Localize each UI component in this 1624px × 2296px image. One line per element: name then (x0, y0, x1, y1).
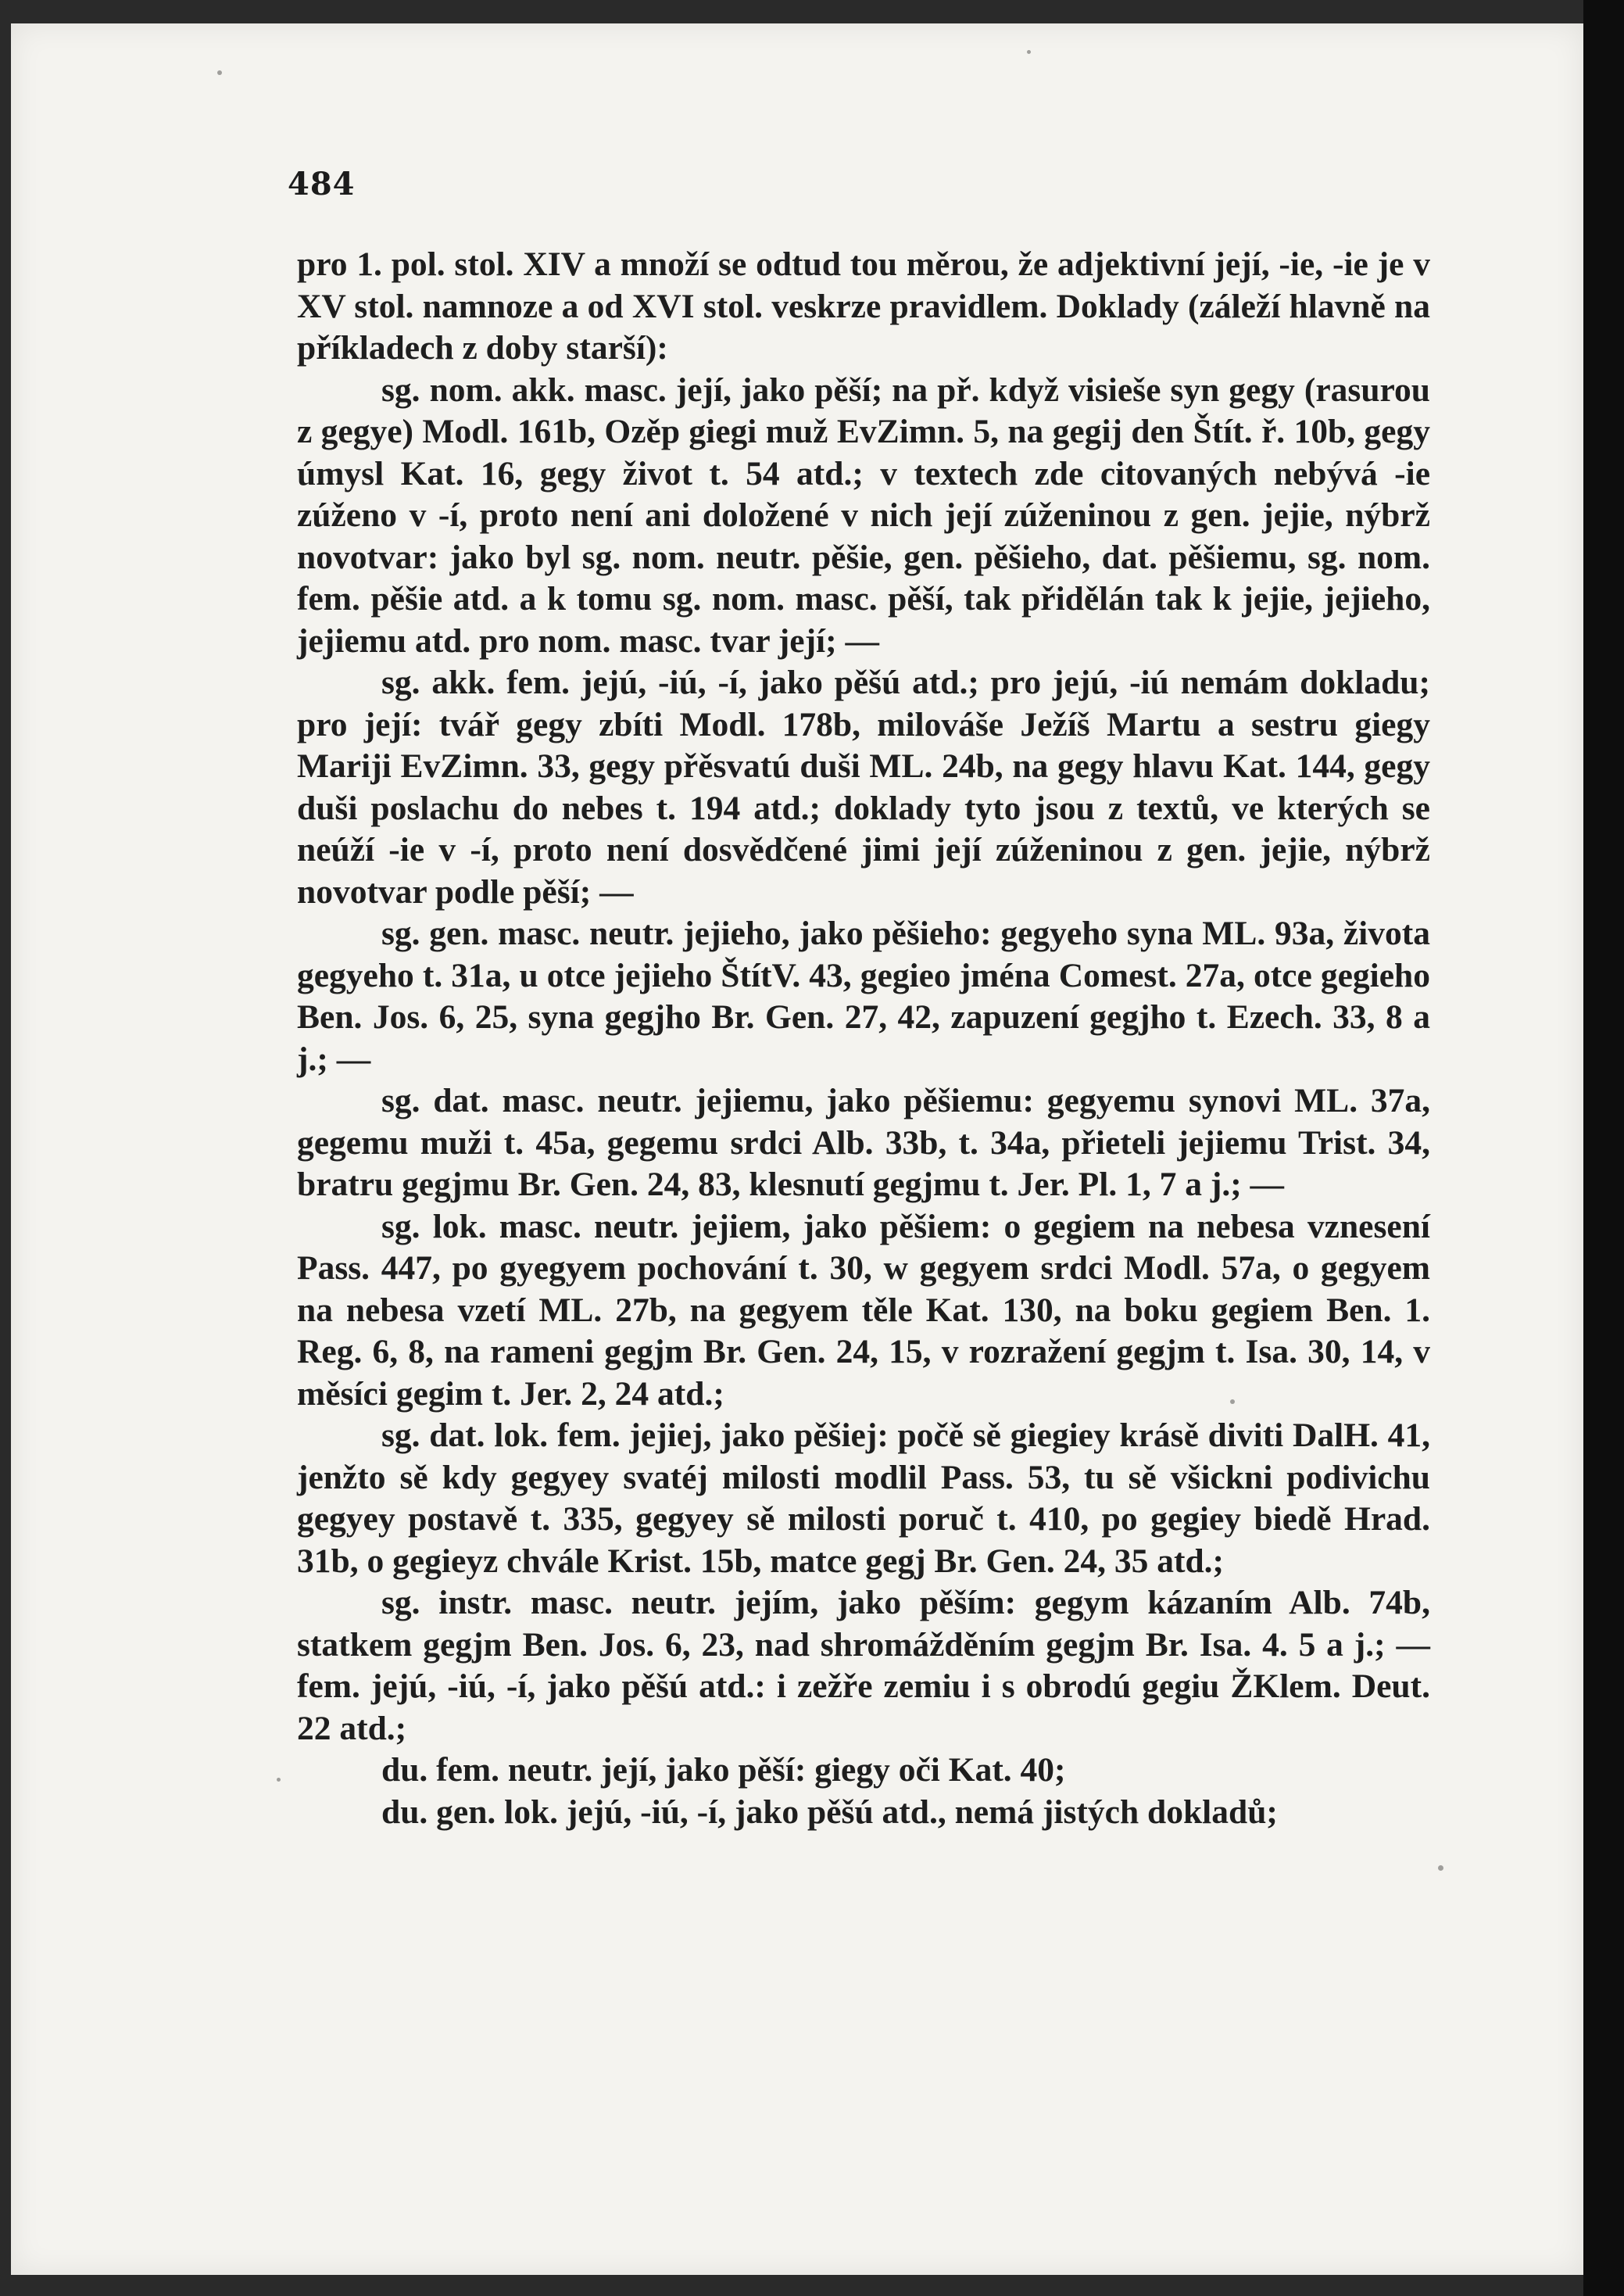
paragraph-sg-dat-masc-neutr: sg. dat. masc. neutr. jejiemu, jako pěšiemu: gegyemu synovi ML. 37a, gegemu muži t. 45a, gegemu srdci Alb. 33b, t. 34a, přieteli jejiemu Trist. 34, bratru gegjmu Br. Gen. 24, 83, klesnutí gegjmu t. Jer. Pl. 1, 7 a j.; — (297, 1082, 1430, 1203)
paragraph-intro: pro 1. pol. stol. XIV a množí se odtud tou měrou, že adjektivní její, -ie, -ie je v XV stol. namnoze a od XVI stol. veskrze pravidlem. Doklady (záleží hlavně na příkladech z doby starší): (297, 245, 1430, 367)
paragraph-sg-gen-masc-neutr: sg. gen. masc. neutr. jejieho, jako pěšieho: gegyeho syna ML. 93a, života gegyeho t. 31a, u otce jejieho ŠtítV. 43, gegieo jména Comest. 27a, otce gegieho Ben. Jos. 6, 25, syna gegjho Br. Gen. 27, 42, zapuzení gegjho t. Ezech. 33, 8 a j.; — (297, 915, 1430, 1078)
speck (277, 1778, 281, 1782)
book-edge-shadow (1583, 0, 1624, 2296)
paragraph-du-gen-lok: du. gen. lok. jejú, -iú, -í, jako pěšú atd., nemá jistých dokladů; (381, 1793, 1278, 1831)
speck (1027, 50, 1031, 54)
body-text (297, 244, 1430, 1833)
paragraph-sg-lok-masc-neutr: sg. lok. masc. neutr. jejiem, jako pěšiem: o gegiem na nebesa vznesení Pass. 447, po gyegyem pochování t. 30, w gegyem srdci Modl. 57a, o gegyem na nebesa vzetí ML. 27b, na gegyem těle Kat. 130, na boku gegiem Ben. 1. Reg. 6, 8, na rameni gegjm Br. Gen. 24, 15, v rozražení gegjm t. Isa. 30, 14, v měsíci gegim t. Jer. 2, 24 atd.; (297, 1207, 1430, 1413)
paragraph-du-fem-neutr: du. fem. neutr. její, jako pěší: giegy oči Kat. 40; (381, 1751, 1066, 1789)
paragraph-sg-dat-lok-fem: sg. dat. lok. fem. jejiej, jako pěšiej: počě sě giegiey krásě diviti DalH. 41, jenžto sě kdy gegyey svatéj milosti modlil Pass. 53, tu sě všickni podivichu gegyey postavě t. 335, gegyey sě milosti poruč t. 410, po gegiey biedě Hrad. 31b, o gegieyz chvále Krist. 15b, matce gegj Br. Gen. 24, 35 atd.; (297, 1417, 1430, 1580)
page-number: 484 (288, 166, 356, 202)
paragraph-sg-akk-fem: sg. akk. fem. jejú, -iú, -í, jako pěšú atd.; pro jejú, -iú nemám dokladu; pro její: tvář gegy zbíti Modl. 178b, milováše Ježíš Martu a sestru giegy Mariji EvZimn. 33, gegy přěsvatú duši ML. 24b, na gegy hlavu Kat. 144, gegy duši poslachu do nebes t. 194 atd.; doklady tyto jsou z textů, ve kterých se neúží -ie v -í, proto není dosvědčené jimi její zúženinou z gen. jejie, nýbrž novotvar podle pěší; — (297, 664, 1430, 911)
speck (217, 70, 222, 75)
paragraph-sg-nom-akk-masc: sg. nom. akk. masc. její, jako pěší; na př. když visieše syn gegy (rasurou z gegye) Modl. 161b, Ozěp giegi muž EvZimn. 5, na gegij den Štít. ř. 10b, gegy úmysl Kat. 16, gegy život t. 54 atd.; v textech zde citovaných nebývá -ie zúženo v -í, proto není ani doložené v nich její zúženinou z gen. jejie, nýbrž novotvar: jako byl sg. nom. neutr. pěšie, gen. pěšieho, dat. pěšiemu, sg. nom. fem. pěšie atd. a k tomu sg. nom. masc. pěší, tak přidělán tak k jejie, jejieho, jejiemu atd. pro nom. masc. tvar její; — (297, 371, 1430, 660)
paragraph-sg-instr: sg. instr. masc. neutr. jejím, jako pěším: gegym kázaním Alb. 74b, statkem gegjm Ben. Jos. 6, 23, nad shromážděním gegjm Br. Isa. 4. 5 a j.; — fem. jejú, -iú, -í, jako pěšú atd.: i zežře zemiu i s obrodú gegiu ŽKlem. Deut. 22 atd.; (297, 1584, 1430, 1747)
speck (1438, 1865, 1443, 1871)
